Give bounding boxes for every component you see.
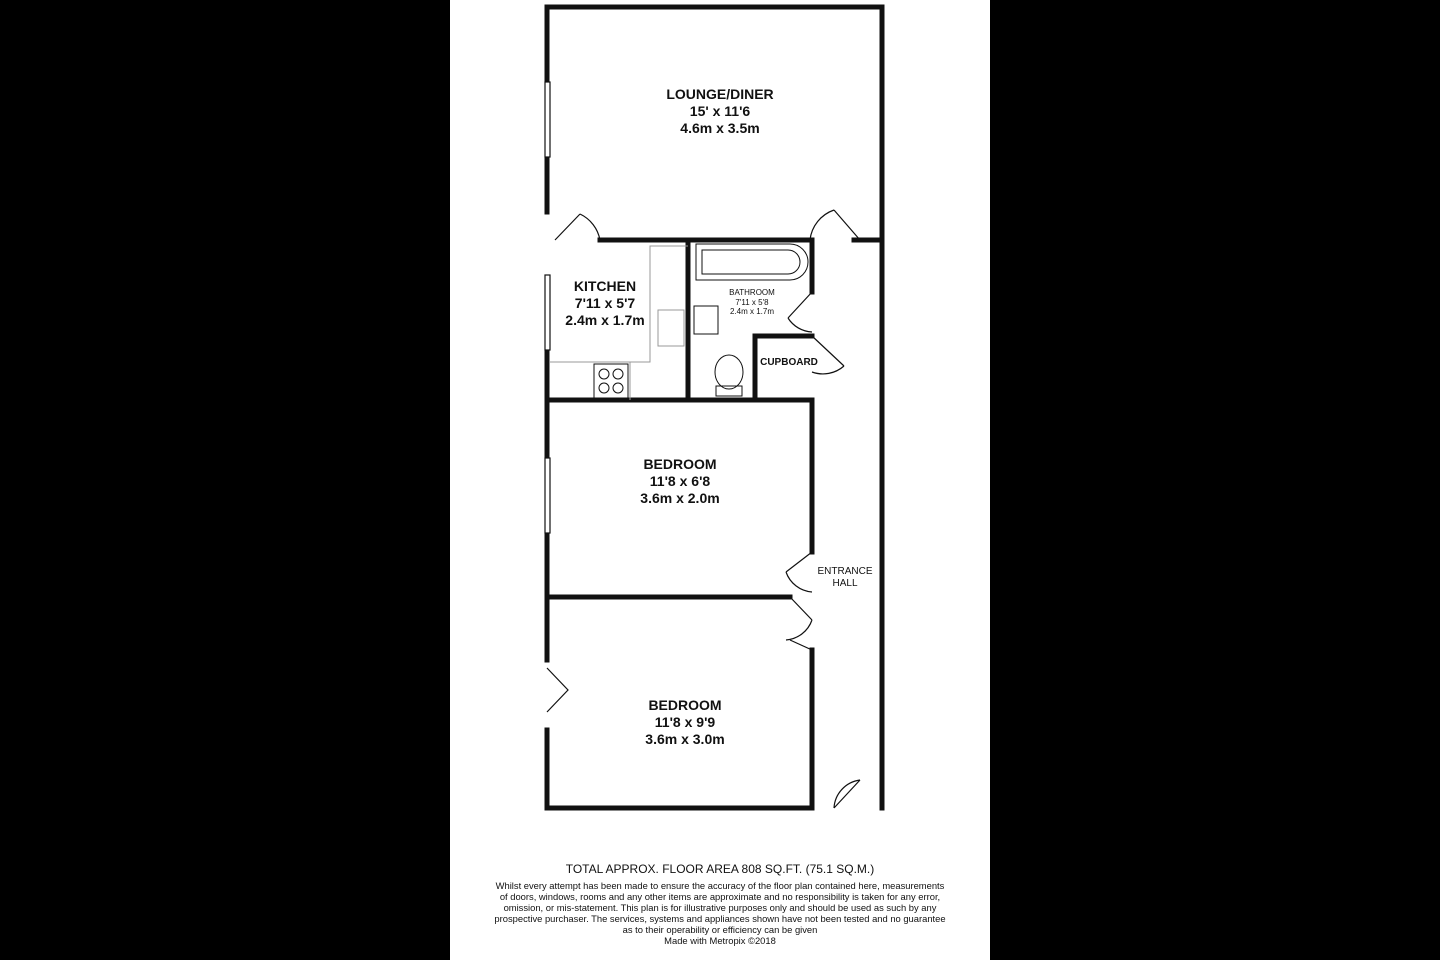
bedroom2-door-b (790, 640, 812, 650)
bathroom-imperial: 7'11 x 5'8 (735, 297, 769, 307)
bathroom-label (712, 288, 792, 317)
bedroom2-label (585, 697, 785, 747)
total-floor-area: TOTAL APPROX. FLOOR AREA 808 SQ.FT. (75.1 SQ.M.) (565, 862, 875, 876)
hall-name-line1: ENTRANCE (817, 566, 873, 577)
bedroom2-metric: 3.6m x 3.0m (645, 730, 725, 747)
lounge-door-left (555, 214, 600, 240)
hall-name-line2: HALL (832, 578, 858, 589)
bedroom2-door (786, 597, 812, 640)
plan-footer (450, 862, 990, 946)
lounge-metric: 4.6m x 3.5m (680, 119, 760, 136)
toilet-bowl (715, 355, 743, 389)
floor-plan-page (450, 0, 990, 960)
kitchen-name: KITCHEN (573, 278, 637, 294)
entrance-door (834, 780, 860, 808)
disclaimer (450, 880, 990, 935)
disclaimer-line: as to their operability or efficiency can be given (622, 924, 818, 935)
bathroom-name: BATHROOM (729, 288, 775, 297)
bedroom2-window-door (547, 668, 568, 712)
bath (696, 244, 808, 280)
cupboard-label (756, 357, 822, 369)
bedroom2-imperial: 11'8 x 9'9 (654, 713, 716, 730)
kitchen-sink (658, 310, 684, 346)
toilet-cistern (716, 386, 742, 396)
lounge-imperial: 15' x 11'6 (689, 102, 751, 119)
hob (594, 364, 628, 398)
lounge-label (620, 86, 820, 136)
cupboard-name: CUPBOARD (760, 357, 818, 368)
bathroom-metric: 2.4m x 1.7m (729, 307, 774, 317)
disclaimer-line: omission, or mis-statement. This plan is for illustrative purposes only and should be used as such by any (503, 902, 937, 913)
bedroom1-name: BEDROOM (643, 456, 717, 472)
disclaimer-line: Whilst every attempt has been made to ensure the accuracy of the floor plan contained here, measurements (495, 880, 945, 891)
hall-label (812, 566, 878, 590)
lounge-name: LOUNGE/DINER (666, 86, 774, 102)
lounge-window (545, 82, 550, 157)
disclaimer-line: of doors, windows, rooms and any other items are approximate and no responsibility is taken for any error, (499, 891, 941, 902)
kitchen-metric: 2.4m x 1.7m (565, 311, 645, 328)
disclaimer-line: prospective purchaser. The services, systems and appliances shown have not been tested and no guarantee (494, 913, 946, 924)
made-with-credit: Made with Metropix ©2018 (664, 935, 776, 946)
kitchen-label (550, 278, 660, 328)
bedroom2-name: BEDROOM (648, 697, 722, 713)
lounge-door-right (810, 210, 860, 240)
bedroom1-door (786, 552, 812, 592)
bedroom1-window (545, 458, 550, 533)
bedroom1-label (580, 456, 780, 506)
bedroom1-metric: 3.6m x 2.0m (640, 489, 720, 506)
kitchen-imperial: 7'11 x 5'7 (574, 294, 636, 311)
bedroom1-imperial: 11'8 x 6'8 (649, 472, 711, 489)
